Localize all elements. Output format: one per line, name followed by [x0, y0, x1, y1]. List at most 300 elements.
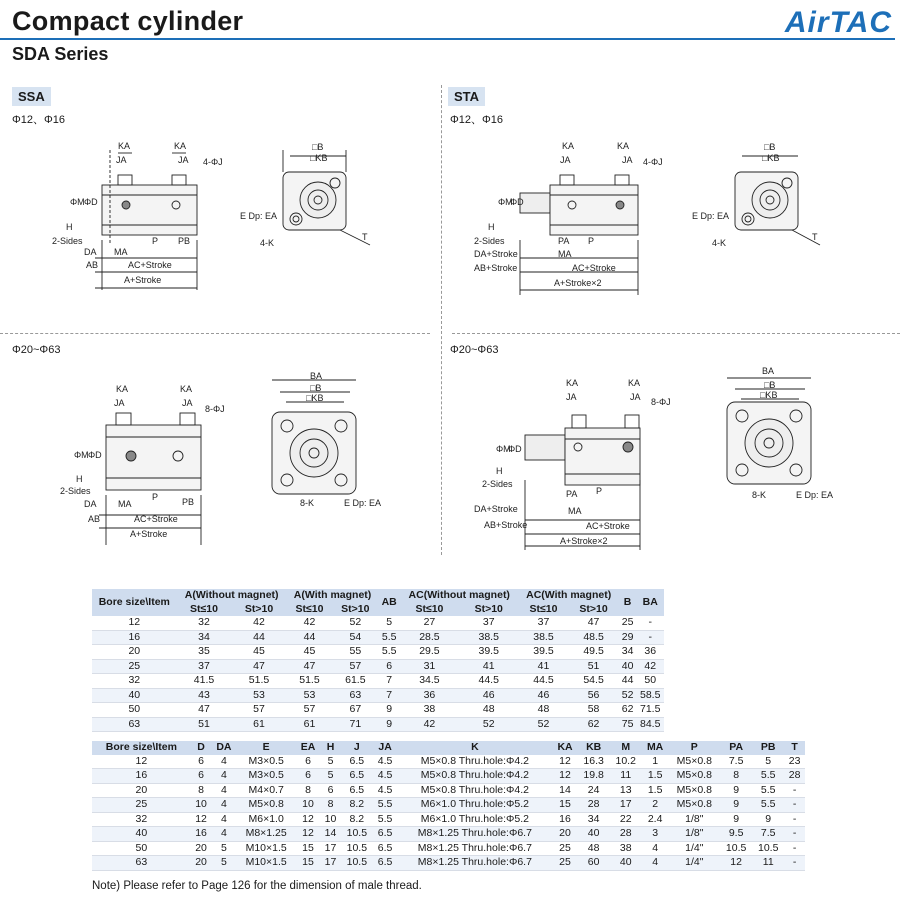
table-row: [92, 841, 805, 856]
table-cell: 29: [619, 630, 637, 645]
table-cell: 45: [287, 645, 333, 660]
dim-MA: MA: [568, 506, 582, 516]
dim-4-J: 4-ΦJ: [203, 157, 223, 167]
table-header: EA: [296, 741, 320, 755]
table-cell: 37: [459, 616, 519, 630]
dim-M: ΦM: [70, 197, 85, 207]
table-cell: 12: [552, 755, 577, 769]
table-cell: 9: [720, 798, 752, 813]
table-cell: M5×0.8 Thru.hole:Φ4.2: [397, 783, 552, 798]
table-cell: 4: [211, 769, 236, 784]
table-cell: 4: [211, 812, 236, 827]
table-cell: 40: [619, 659, 637, 674]
table-cell: -: [784, 841, 805, 856]
table-cell: 57: [332, 659, 378, 674]
page-subtitle: SDA Series: [12, 44, 109, 64]
dim-PB: PB: [182, 497, 195, 507]
sta-small-end-view: [735, 156, 820, 245]
table-cell: 9: [720, 812, 752, 827]
dim-ac-stroke: AC+Stroke: [586, 521, 630, 531]
dim-a-stroke-2: A+Stroke×2: [554, 278, 602, 288]
table-cell: 7.5: [720, 755, 752, 769]
table-row: [92, 812, 805, 827]
ssa-tag: SSA: [12, 87, 51, 106]
ssa-small-bore-label: Φ12、Φ16: [12, 114, 66, 126]
table-cell: 54.5: [568, 674, 618, 689]
dim-PA: PA: [558, 236, 570, 246]
table-cell: 36: [636, 645, 664, 660]
dim-M: ΦM: [496, 444, 511, 454]
table-subheader: St>10: [568, 603, 618, 617]
table-cell: 4.5: [373, 755, 397, 769]
table-cell: 22: [610, 812, 642, 827]
table-cell: 9: [752, 812, 784, 827]
table-cell: 28.5: [400, 630, 459, 645]
table-cell: 57: [287, 703, 333, 718]
table-cell: M8×1.25 Thru.hole:Φ6.7: [397, 841, 552, 856]
dim-da-stroke: DA+Stroke: [474, 504, 518, 514]
dim-MA: MA: [118, 499, 132, 509]
dim-KA: KA: [562, 141, 575, 151]
table-cell: 6: [378, 659, 400, 674]
table-cell: 15: [296, 841, 320, 856]
table-cell: 4: [642, 841, 669, 856]
table-header: H: [320, 741, 341, 755]
dim-2-sides: 2-Sides: [52, 236, 83, 246]
table-cell: 41: [519, 659, 569, 674]
table-cell: 53: [231, 688, 286, 703]
table-subheader: St≤10: [287, 603, 333, 617]
table-cell: 61.5: [332, 674, 378, 689]
table-cell: 57: [231, 703, 286, 718]
table-cell: 5: [752, 755, 784, 769]
table-cell: 67: [332, 703, 378, 718]
table-cell: M5×0.8: [668, 783, 720, 798]
table-cell: 4: [211, 827, 236, 842]
dim-D: ΦD: [88, 450, 102, 460]
table-cell: 12: [720, 856, 752, 871]
table-header: KB: [578, 741, 610, 755]
table-cell: 44: [619, 674, 637, 689]
table-subheader: St>10: [459, 603, 519, 617]
table-cell: M10×1.5: [237, 856, 296, 871]
table-header: DA: [211, 741, 236, 755]
dimension-table-2: [92, 741, 805, 871]
dim-KB: □KB: [306, 393, 324, 403]
dimension-table-1: [92, 589, 664, 732]
dim-ac-stroke: AC+Stroke: [128, 260, 172, 270]
table-cell: 47: [231, 659, 286, 674]
table-cell: 32: [177, 616, 232, 630]
table-cell: 8: [320, 798, 341, 813]
table-cell: 51.5: [287, 674, 333, 689]
table-cell: 4.5: [373, 769, 397, 784]
table-cell: 9: [378, 717, 400, 732]
dim-DA: DA: [84, 499, 97, 509]
table-cell: 1/4": [668, 841, 720, 856]
table-cell: 20: [191, 841, 212, 856]
table-subheader: St>10: [332, 603, 378, 617]
table-cell: 13: [610, 783, 642, 798]
table-cell: 47: [177, 703, 232, 718]
table-cell: 20: [92, 783, 191, 798]
table-cell: -: [784, 783, 805, 798]
dim-B: □B: [764, 142, 776, 152]
table-row: [92, 827, 805, 842]
table-cell: 16: [92, 630, 177, 645]
table-header: E: [237, 741, 296, 755]
table-cell: 25: [92, 798, 191, 813]
table-cell: 44.5: [459, 674, 519, 689]
dim-JA: JA: [560, 155, 571, 165]
table-cell: M6×1.0: [237, 812, 296, 827]
table-cell: M10×1.5: [237, 841, 296, 856]
dim-JA: JA: [622, 155, 633, 165]
table-cell: 4.5: [373, 783, 397, 798]
dim-H: H: [496, 466, 503, 476]
dim-ab-stroke: AB+Stroke: [484, 520, 528, 530]
table-cell: 8: [191, 783, 212, 798]
table-cell: 7.5: [752, 827, 784, 842]
table-header: Bore size\Item: [92, 589, 177, 616]
table-cell: 4: [211, 755, 236, 769]
table-cell: 42: [287, 616, 333, 630]
table-cell: 52: [332, 616, 378, 630]
table-cell: 52: [459, 717, 519, 732]
dim-4-K: 4-K: [712, 238, 727, 248]
table-cell: -: [784, 798, 805, 813]
dim-AB: AB: [86, 260, 99, 270]
table-cell: 58: [568, 703, 618, 718]
dim-KA: KA: [617, 141, 630, 151]
table-cell: 1.5: [642, 769, 669, 784]
table-row: [92, 856, 805, 871]
table-cell: 34.5: [400, 674, 459, 689]
table-cell: 50: [92, 703, 177, 718]
table-cell: 1.5: [642, 783, 669, 798]
dim-E-EA: E Dp: EA: [692, 211, 730, 221]
dim-JA: JA: [182, 398, 193, 408]
table-cell: 10.5: [341, 841, 373, 856]
table-cell: 48: [578, 841, 610, 856]
table-cell: 84.5: [636, 717, 664, 732]
table-cell: 61: [231, 717, 286, 732]
table-cell: 29.5: [400, 645, 459, 660]
table-cell: 12: [92, 616, 177, 630]
table-cell: 17: [610, 798, 642, 813]
table-cell: 41: [459, 659, 519, 674]
sta-tag: STA: [448, 87, 485, 106]
table-cell: 2.4: [642, 812, 669, 827]
table-cell: M6×1.0 Thru.hole:Φ5.2: [397, 798, 552, 813]
dim-PA: PA: [566, 489, 578, 499]
table-header: A(With magnet): [287, 589, 379, 603]
table-header: P: [668, 741, 720, 755]
table-cell: M5×0.8 Thru.hole:Φ4.2: [397, 755, 552, 769]
table-cell: 47: [568, 616, 618, 630]
table-cell: 42: [636, 659, 664, 674]
dim-E-EA: E Dp: EA: [240, 211, 278, 221]
dim-JA: JA: [114, 398, 125, 408]
table-cell: 12: [552, 769, 577, 784]
table-row: [92, 688, 664, 703]
table-row: [92, 717, 664, 732]
table-cell: 62: [568, 717, 618, 732]
dim-KA: KA: [628, 378, 641, 388]
table-cell: 36: [400, 688, 459, 703]
dim-a-stroke-2: A+Stroke×2: [560, 536, 608, 546]
table-cell: 25: [619, 616, 637, 630]
table-cell: 8.2: [341, 812, 373, 827]
table-cell: 12: [296, 827, 320, 842]
table-header: JA: [373, 741, 397, 755]
table-cell: 45: [231, 645, 286, 660]
table-cell: 5: [211, 856, 236, 871]
table-row: [92, 798, 805, 813]
page-title: Compact cylinder: [12, 6, 244, 36]
dim-BA: BA: [310, 371, 323, 381]
table-cell: 5: [320, 755, 341, 769]
table-cell: 8: [296, 783, 320, 798]
table-cell: 20: [191, 856, 212, 871]
table-cell: 52: [519, 717, 569, 732]
dim-P: P: [588, 236, 595, 246]
table-cell: 43: [177, 688, 232, 703]
table-cell: 51.5: [231, 674, 286, 689]
table-cell: 63: [332, 688, 378, 703]
dim-P: P: [596, 486, 603, 496]
table-header: MA: [642, 741, 669, 755]
table-cell: 39.5: [459, 645, 519, 660]
table-cell: 1/8": [668, 827, 720, 842]
table-row: [92, 645, 664, 660]
brand-logo: AirTAC: [784, 6, 892, 39]
dim-KB: □KB: [760, 390, 778, 400]
table-cell: 42: [400, 717, 459, 732]
table-cell: 34: [578, 812, 610, 827]
table-header: BA: [636, 589, 664, 616]
table-cell: 49.5: [568, 645, 618, 660]
table-header: KA: [552, 741, 577, 755]
dim-BA: BA: [762, 366, 775, 376]
table-cell: 28: [610, 827, 642, 842]
table-cell: 6.5: [341, 755, 373, 769]
table-cell: 38.5: [459, 630, 519, 645]
table-header: J: [341, 741, 373, 755]
table-cell: 3: [642, 827, 669, 842]
table-cell: 17: [320, 841, 341, 856]
table-header: B: [619, 589, 637, 616]
dim-MA: MA: [558, 249, 572, 259]
dim-H: H: [76, 474, 83, 484]
dim-ac-stroke: AC+Stroke: [572, 263, 616, 273]
table-header: K: [397, 741, 552, 755]
table-cell: 44: [231, 630, 286, 645]
table-subheader: St≤10: [519, 603, 569, 617]
table-cell: 9: [378, 703, 400, 718]
table-cell: 38: [610, 841, 642, 856]
table-cell: 10: [296, 798, 320, 813]
dim-KA: KA: [118, 141, 131, 151]
table-cell: 40: [92, 688, 177, 703]
table-cell: 17: [320, 856, 341, 871]
dim-KA: KA: [174, 141, 187, 151]
dim-4-J: 4-ΦJ: [643, 157, 663, 167]
table-cell: 5.5: [752, 769, 784, 784]
sta-small-bore-label: Φ12、Φ16: [450, 114, 504, 126]
table-cell: 31: [400, 659, 459, 674]
table-cell: 11: [752, 856, 784, 871]
table-subheader: St>10: [231, 603, 286, 617]
table-cell: 23: [784, 755, 805, 769]
table-cell: 5.5: [373, 812, 397, 827]
sta-small-side-view: [520, 175, 638, 295]
table-cell: 25: [92, 659, 177, 674]
dim-E-EA: E Dp: EA: [796, 490, 834, 500]
table-cell: 56: [568, 688, 618, 703]
table-cell: 1: [642, 755, 669, 769]
ssa-large-bore-label: Φ20~Φ63: [12, 344, 61, 356]
table-cell: 14: [552, 783, 577, 798]
table-cell: 71.5: [636, 703, 664, 718]
dim-2-sides: 2-Sides: [482, 479, 513, 489]
table-cell: 27: [400, 616, 459, 630]
table-cell: M4×0.7: [237, 783, 296, 798]
table-cell: 48: [459, 703, 519, 718]
table-row: [92, 659, 664, 674]
table-cell: 40: [578, 827, 610, 842]
table-cell: 5.5: [373, 798, 397, 813]
table-cell: 8: [720, 769, 752, 784]
table-cell: 6: [296, 755, 320, 769]
dim-KB: □KB: [310, 153, 328, 163]
table-cell: 1/4": [668, 856, 720, 871]
table-cell: 51: [177, 717, 232, 732]
table-cell: 48: [519, 703, 569, 718]
table-cell: 16: [191, 827, 212, 842]
dim-KA: KA: [180, 384, 193, 394]
dim-JA: JA: [566, 392, 577, 402]
dim-2-sides: 2-Sides: [60, 486, 91, 496]
table-cell: -: [784, 856, 805, 871]
dim-T: T: [812, 232, 818, 242]
dim-P: P: [152, 492, 159, 502]
table-cell: 6.5: [341, 769, 373, 784]
table-cell: 16: [92, 769, 191, 784]
table-subheader: St≤10: [177, 603, 232, 617]
table-cell: 34: [177, 630, 232, 645]
table-cell: 34: [619, 645, 637, 660]
dim-8-J: 8-ΦJ: [205, 404, 225, 414]
table-cell: 63: [92, 717, 177, 732]
table-cell: 6: [296, 769, 320, 784]
dim-D: ΦD: [84, 197, 98, 207]
table-header: PA: [720, 741, 752, 755]
table-cell: 12: [92, 755, 191, 769]
table-cell: 10.5: [341, 856, 373, 871]
table-cell: 2: [642, 798, 669, 813]
table-cell: M5×0.8: [668, 769, 720, 784]
table-cell: 44.5: [519, 674, 569, 689]
table-cell: 4: [642, 856, 669, 871]
table-cell: 9: [720, 783, 752, 798]
table-cell: 20: [92, 645, 177, 660]
table-cell: 42: [231, 616, 286, 630]
table-cell: 6: [191, 755, 212, 769]
table-cell: 1/8": [668, 812, 720, 827]
table-cell: 52: [619, 688, 637, 703]
table-cell: 37: [177, 659, 232, 674]
table-cell: 61: [287, 717, 333, 732]
table-cell: 46: [459, 688, 519, 703]
table-row: [92, 703, 664, 718]
table-cell: 15: [552, 798, 577, 813]
dim-AB: AB: [88, 514, 101, 524]
table-cell: 63: [92, 856, 191, 871]
table-cell: M8×1.25 Thru.hole:Φ6.7: [397, 827, 552, 842]
table-cell: 10.5: [752, 841, 784, 856]
table-cell: 48.5: [568, 630, 618, 645]
table-cell: 16: [552, 812, 577, 827]
table-cell: M5×0.8 Thru.hole:Φ4.2: [397, 769, 552, 784]
table-cell: 5.5: [378, 645, 400, 660]
table-cell: 35: [177, 645, 232, 660]
table-cell: 40: [610, 856, 642, 871]
table-cell: 5: [211, 841, 236, 856]
table-header: A(Without magnet): [177, 589, 287, 603]
table-cell: 14: [320, 827, 341, 842]
dim-ac-stroke: AC+Stroke: [134, 514, 178, 524]
dim-da-stroke: DA+Stroke: [474, 249, 518, 259]
table-cell: 5.5: [752, 798, 784, 813]
table-cell: 38: [400, 703, 459, 718]
table-cell: 7: [378, 688, 400, 703]
table-cell: 46: [519, 688, 569, 703]
table-cell: 75: [619, 717, 637, 732]
table-cell: 4: [211, 783, 236, 798]
dim-a-stroke: A+Stroke: [124, 275, 162, 285]
dim-DA: DA: [84, 247, 97, 257]
table-cell: 55: [332, 645, 378, 660]
dim-KA: KA: [116, 384, 129, 394]
dim-JA: JA: [178, 155, 189, 165]
table-cell: M5×0.8: [237, 798, 296, 813]
table-cell: M5×0.8: [668, 755, 720, 769]
table-cell: 50: [636, 674, 664, 689]
table-cell: M3×0.5: [237, 769, 296, 784]
dim-PB: PB: [178, 236, 191, 246]
table-cell: 10: [191, 798, 212, 813]
table-cell: M8×1.25: [237, 827, 296, 842]
dim-KB: □KB: [762, 153, 780, 163]
dim-4-K: 4-K: [260, 238, 275, 248]
table-cell: 12: [191, 812, 212, 827]
footnote: Note) Please refer to Page 126 for the dimension of male thread.: [92, 880, 422, 892]
table-cell: 12: [296, 812, 320, 827]
table-cell: 6.5: [373, 856, 397, 871]
table-cell: 6.5: [373, 827, 397, 842]
table-cell: M8×1.25 Thru.hole:Φ6.7: [397, 856, 552, 871]
table-row: [92, 783, 805, 798]
dim-E-EA: E Dp: EA: [344, 498, 382, 508]
table-subheader: St≤10: [400, 603, 459, 617]
dim-B: □B: [312, 142, 324, 152]
table-row: [92, 674, 664, 689]
table-cell: 10: [320, 812, 341, 827]
table-cell: 51: [568, 659, 618, 674]
dim-KA: KA: [566, 378, 579, 388]
table-cell: -: [636, 616, 664, 630]
